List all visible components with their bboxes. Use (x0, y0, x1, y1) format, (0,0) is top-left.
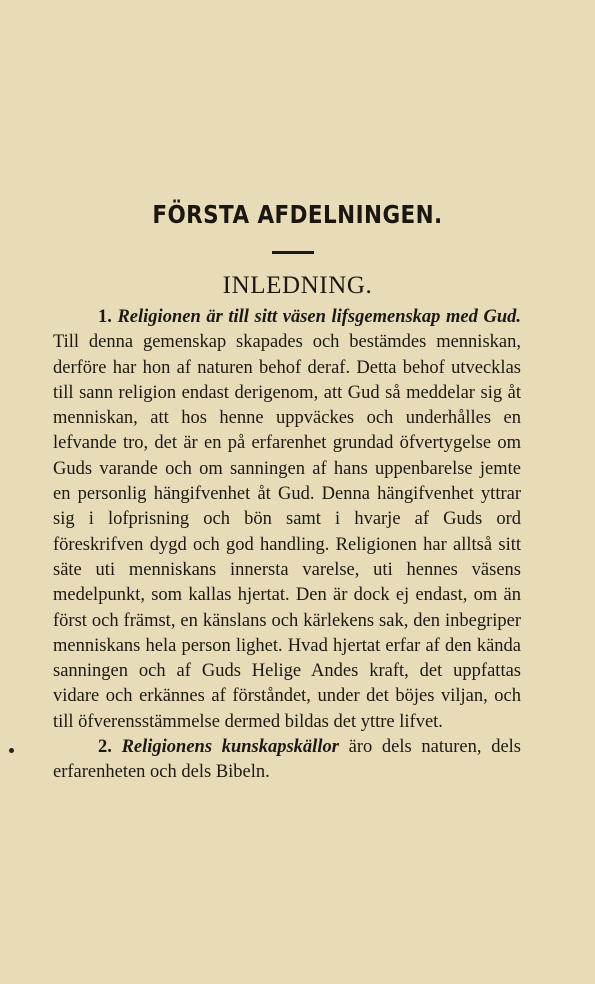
section-title: Religionens kunskapskällor (121, 737, 339, 758)
part-heading: FÖRSTA AFDELNINGEN. (152, 200, 443, 229)
section-text: Till denna gemenskap skapades och bestämdes menniskan, derföre har hon af naturen behof deraf. Detta behof utvecklas till sann religion endast derigenom, att Gud så meddelar sig åt menniskan, att hos henne uppväckes och underhålles en lefvande tro, det är en på erfarenhet grundad öfvertygelse om Guds varande och om sanningen af hans uppenbarelse jemte en personlig hängifvenhet åt Gud. Denna hängifvenhet yttrar sig i lofprisning och bön samt i hvarje af Guds ord föreskrifven dygd och god handling. Religionen har alltså sitt säte uti menniskans innersta varelse, uti hennes väsens medelpunkt, som kallas hjertat. Den är dock ej endast, om än först och främst, en känslans och kärlekens sak, den inbegriper menniskans hela person lighet. Hvad hjertat erfar af den kända sanningen och af Guds Helige Andes kraft, det uppfattas vidare och erkännes af förståndet, under det böjes viljan, och till öfverensstämmelse dermed bildas det yttre lifvet. (53, 332, 521, 732)
section-text: äro dels naturen, dels erfarenheten och dels Bibeln. (53, 737, 521, 783)
heading-divider (272, 251, 314, 254)
section-title: Religionen är till sitt väsen lifsgemenskap med Gud. (117, 307, 521, 327)
section-number: 2. (98, 737, 112, 758)
paragraph-1 (53, 305, 521, 735)
body-text (53, 305, 521, 786)
paragraph-2 (53, 735, 521, 786)
section-number: 1. (98, 307, 112, 327)
margin-mark (9, 748, 14, 753)
chapter-heading: INLEDNING. (222, 272, 373, 299)
